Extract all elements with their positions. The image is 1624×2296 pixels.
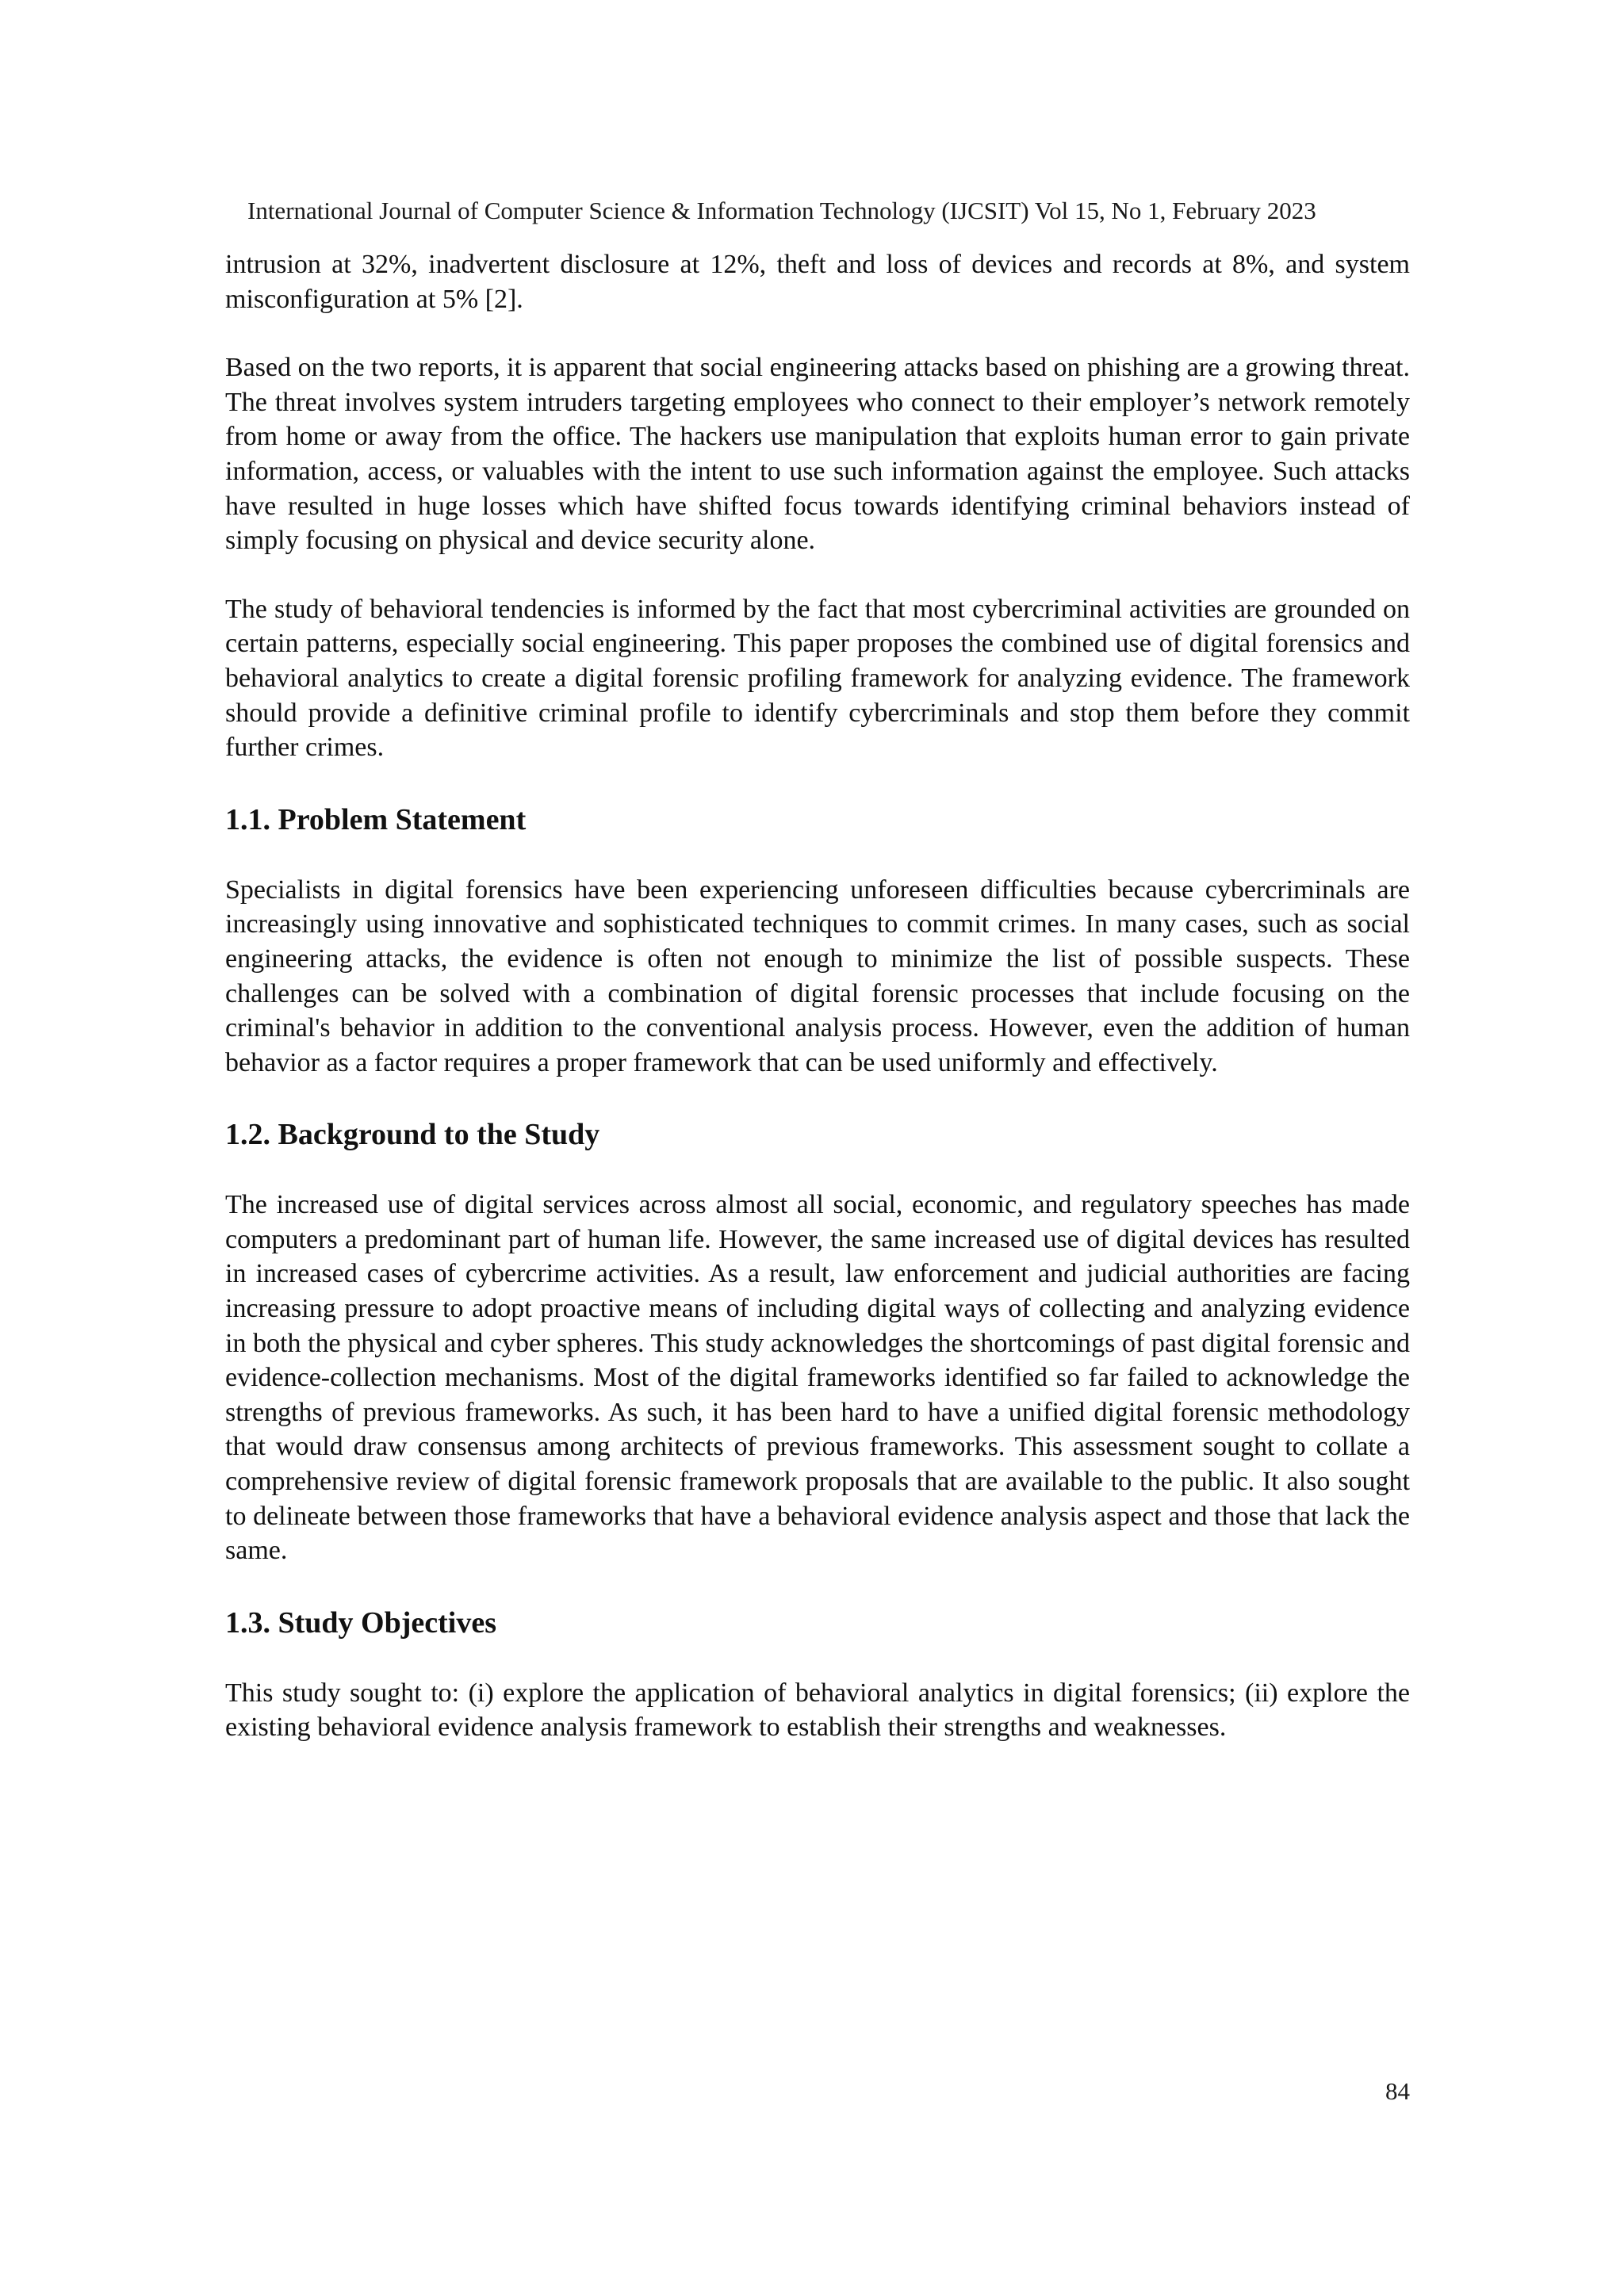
paragraph-behavioral-tendencies: The study of behavioral tendencies is informed by the fact that most cybercriminal activities are grounded on certain patterns, especially social engineering. This paper proposes the combined use of digital forensics and behavioral analytics to create a digital forensic profiling framework for analyzing evidence. The framework should provide a definitive criminal profile to identify cybercriminals and stop them before they commit further crimes. <box>225 594 1410 763</box>
running-header: International Journal of Computer Science & Information Technology (IJCSIT) Vol 15, No 1, February 2023 <box>247 197 1316 224</box>
paragraph-problem-statement: Specialists in digital forensics have been experiencing unforeseen difficulties because cybercriminals are increasingly using innovative and sophisticated techniques to commit crimes. In many cases, such as social engineering attacks, the evidence is often not enough to minimize the list of possible suspects. These challenges can be solved with a combination of digital forensic processes that include focusing on the criminal's behavior in addition to the conventional analysis process. However, even the addition of human behavior as a factor requires a proper framework that can be used uniformly and effectively. <box>225 874 1410 1077</box>
page-number: 84 <box>1385 2077 1410 2105</box>
main-content <box>225 247 1410 1745</box>
heading-problem-statement: 1.1. Problem Statement <box>225 802 527 836</box>
heading-background: 1.2. Background to the Study <box>225 1118 600 1152</box>
heading-study-objectives: 1.3. Study Objectives <box>225 1605 496 1640</box>
paragraph-social-engineering: Based on the two reports, it is apparent that social engineering attacks based on phishing are a growing threat. The threat involves system intruders targeting employees who connect to their employer’s network remotely from home or away from the office. The hackers use manipulation that exploits human error to gain private information, access, or valuables with the intent to use such information against the employee. Such attacks have resulted in huge losses which have shifted focus towards identifying criminal behaviors instead of simply focusing on physical and device security alone. <box>225 353 1410 556</box>
paragraph-background: The increased use of digital services across almost all social, economic, and regulatory speeches has made computers a predominant part of human life. However, the same increased use of digital devices has resulted in increased cases of cybercrime activities. As a result, law enforcement and judicial authorities are facing increasing pressure to adopt proactive means of including digital ways of collecting and analyzing evidence in both the physical and cyber spheres. This study acknowledges the shortcomings of past digital forensic and evidence-collection mechanisms. Most of the digital frameworks identified so far failed to acknowledge the strengths of previous frameworks. As such, it has been hard to have a unified digital forensic methodology that would draw consensus among architects of previous frameworks. This assessment sought to collate a comprehensive review of digital forensic framework proposals that are available to the public. It also sought to delineate between those frameworks that have a behavioral evidence analysis aspect and those that lack the same. <box>225 1190 1410 1566</box>
paragraph-intrusion-stats: intrusion at 32%, inadvertent disclosure at 12%, theft and loss of devices and records at 8%, and system misconfiguration at 5% [2]. <box>225 250 1410 314</box>
paragraph-study-objectives: This study sought to: (i) explore the application of behavioral analytics in digital forensics; (ii) explore the existing behavioral evidence analysis framework to establish their strengths and weaknesses. <box>225 1678 1410 1743</box>
